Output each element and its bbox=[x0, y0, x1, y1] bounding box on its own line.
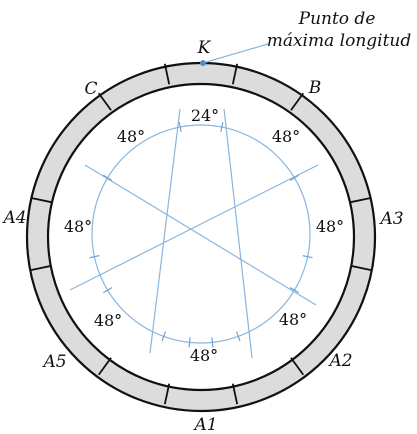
radial-line-1 bbox=[150, 109, 180, 353]
inner-angle-circle bbox=[92, 125, 310, 343]
max-length-point-marker bbox=[200, 60, 206, 66]
segment-label-k: K bbox=[197, 38, 211, 58]
callout-leader bbox=[203, 44, 268, 63]
segment-label-a5: A5 bbox=[43, 352, 67, 372]
angle-labels bbox=[64, 106, 344, 365]
angle-label-lower-left: 48° bbox=[93, 311, 123, 330]
angle-tick-5 bbox=[103, 288, 112, 293]
angle-label-top: 24° bbox=[190, 106, 220, 125]
callout-line-2: máxima longitud bbox=[266, 31, 412, 51]
radial-line-4 bbox=[70, 165, 318, 290]
segment-label-a4: A4 bbox=[3, 208, 27, 228]
angle-label-left: 48° bbox=[63, 217, 93, 236]
angle-label-lower-right: 48° bbox=[278, 310, 308, 329]
callout bbox=[200, 9, 411, 66]
angle-label-upper-left: 48° bbox=[116, 127, 146, 146]
radial-line-3 bbox=[85, 165, 316, 305]
angle-label-right: 48° bbox=[315, 217, 345, 236]
radial-line-2 bbox=[224, 109, 252, 358]
segment-label-a2: A2 bbox=[329, 351, 353, 371]
segment-label-c: C bbox=[84, 79, 98, 99]
angle-label-upper-right: 48° bbox=[271, 127, 301, 146]
callout-line-1: Punto de bbox=[298, 9, 376, 29]
angle-label-bottom: 48° bbox=[189, 346, 219, 365]
angle-tick-6 bbox=[103, 175, 112, 180]
segment-label-a3: A3 bbox=[380, 209, 404, 229]
segment-label-b: B bbox=[308, 78, 322, 98]
segment-label-a1: A1 bbox=[194, 415, 218, 434]
